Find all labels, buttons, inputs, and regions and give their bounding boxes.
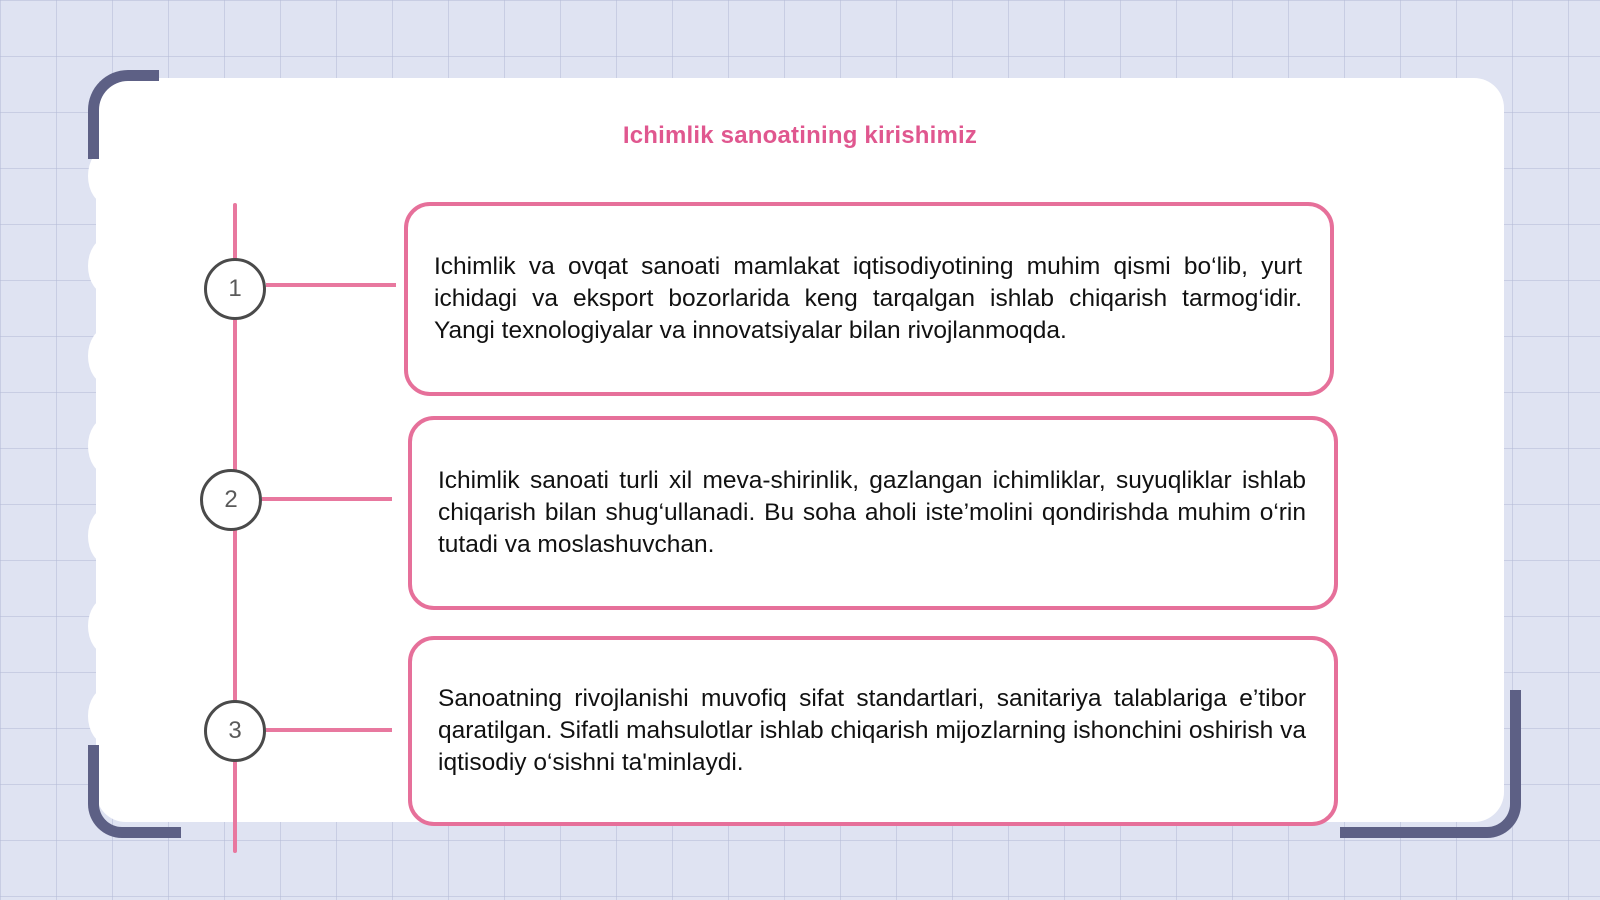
frame-corner-bottom-right <box>1340 690 1521 838</box>
step-number-3: 3 <box>204 700 266 762</box>
content-box-2 <box>408 416 1338 610</box>
step-number-2: 2 <box>200 469 262 531</box>
frame-corner-bottom-left <box>88 745 181 838</box>
card-edge-scallop <box>88 328 126 384</box>
step-number-1: 1 <box>204 258 266 320</box>
content-text-1: Ichimlik va ovqat sanoati mamlakat iqtisodiyotining muhim qismi bo‘lib, yurt ichidagi va eksport bozorlarida keng tarqalgan ishlab chiqarish tarmog‘idir. Yangi texnologiyalar va innovatsiyalar bilan rivojlanmoqda. <box>434 253 1302 344</box>
slide-title: Ichimlik sanoatining kirishimiz <box>622 122 978 149</box>
card-edge-scallop <box>88 508 126 564</box>
content-box-3 <box>408 636 1338 826</box>
card-edge-scallop <box>88 418 126 474</box>
timeline-connector <box>262 497 392 501</box>
content-text-2: Ichimlik sanoati turli xil meva-shirinlik, gazlangan ichimliklar, suyuqliklar ishlab chiqarish bilan shug‘ullanadi. Bu soha aholi iste’molini qondirishda muhim o‘rin tutadi va moslashuvchan. <box>438 467 1306 558</box>
card-edge-scallop <box>88 598 126 654</box>
timeline-connector <box>266 728 392 732</box>
card-edge-scallop <box>88 238 126 294</box>
content-box-1 <box>404 202 1334 396</box>
timeline-connector <box>266 283 396 287</box>
content-text-3: Sanoatning rivojlanishi muvofiq sifat standartlari, sanitariya talablariga e’tibor qaratilgan. Sifatli mahsulotlar ishlab chiqarish mijozlarning ishonchini oshirish va iqtisodiy o‘sishni ta'minlaydi. <box>438 685 1306 776</box>
card-edge-scallop <box>88 688 126 744</box>
